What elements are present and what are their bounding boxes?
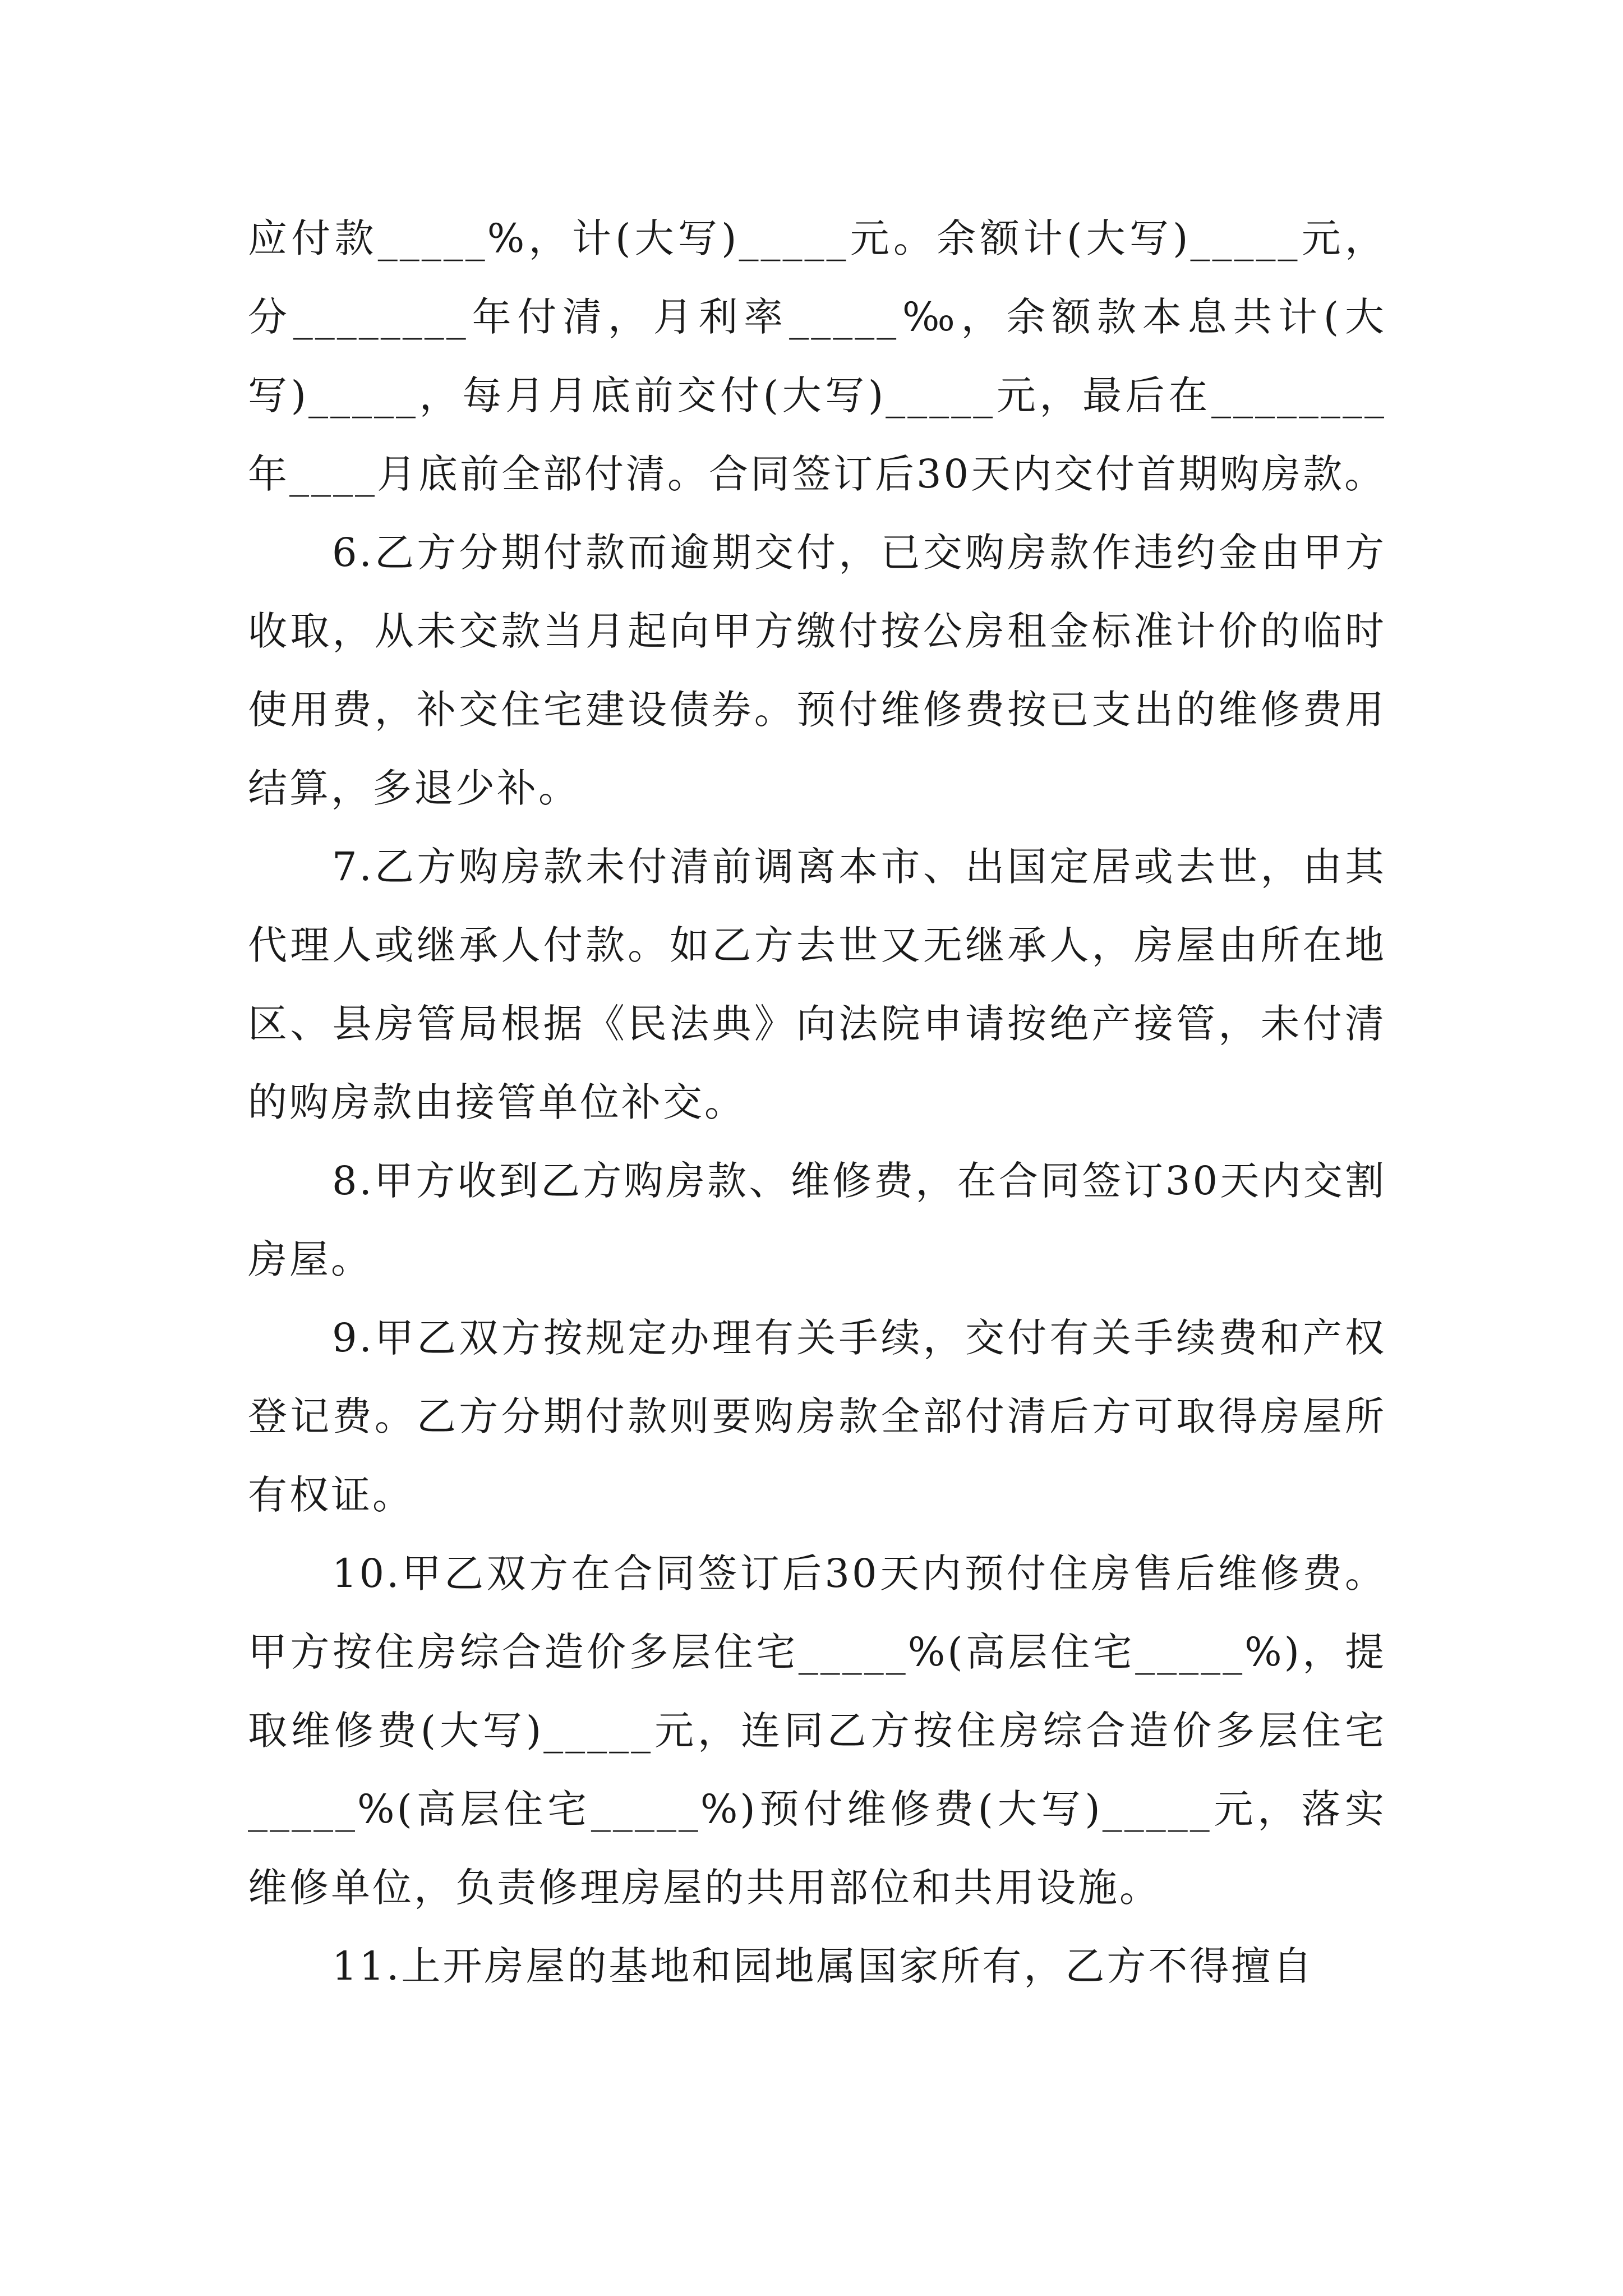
paragraph-payment-terms: 应付款_____%，计(大写)_____元。余额计(大写)_____元，分________年付清，月利率_____‰，余额款本息共计(大写)_____，每月月底前交付(大写)_____元，最后在________年____月底前全部付清。合同签订后30天内交付首期购房款。: [248, 215, 1386, 497]
document-body: [248, 199, 1386, 2005]
paragraph-clause-10: 10.甲乙双方在合同签订后30天内预付住房售后维修费。甲方按住房综合造价多层住宅_____%(高层住宅_____%)，提取维修费(大写)_____元，连同乙方按住房综合造价多层住宅_____%(高层住宅_____%)预付维修费(大写)_____元，落实维修单位，负责修理房屋的共用部位和共用设施。: [248, 1550, 1386, 1911]
paragraph-clause-9: 9.甲乙双方按规定办理有关手续，交付有关手续费和产权登记费。乙方分期付款则要购房款全部付清后方可取得房屋所有权证。: [248, 1315, 1386, 1518]
paragraph-clause-6: 6.乙方分期付款而逾期交付，已交购房款作违约金由甲方收取，从未交款当月起向甲方缴付按公房租金标准计价的临时使用费，补交住宅建设债券。预付维修费按已支出的维修费用结算，多退少补。: [248, 530, 1386, 811]
paragraph-clause-11: 11.上开房屋的基地和园地属国家所有，乙方不得擅自: [332, 1943, 1315, 1989]
paragraph-clause-8: 8.甲方收到乙方购房款、维修费，在合同签订30天内交割房屋。: [248, 1158, 1386, 1282]
paragraph-clause-7: 7.乙方购房款未付清前调离本市、出国定居或去世，由其代理人或继承人付款。如乙方去世又无继承人，房屋由所在地区、县房管局根据《民法典》向法院申请按绝产接管，未付清的购房款由接管单位补交。: [248, 844, 1386, 1125]
